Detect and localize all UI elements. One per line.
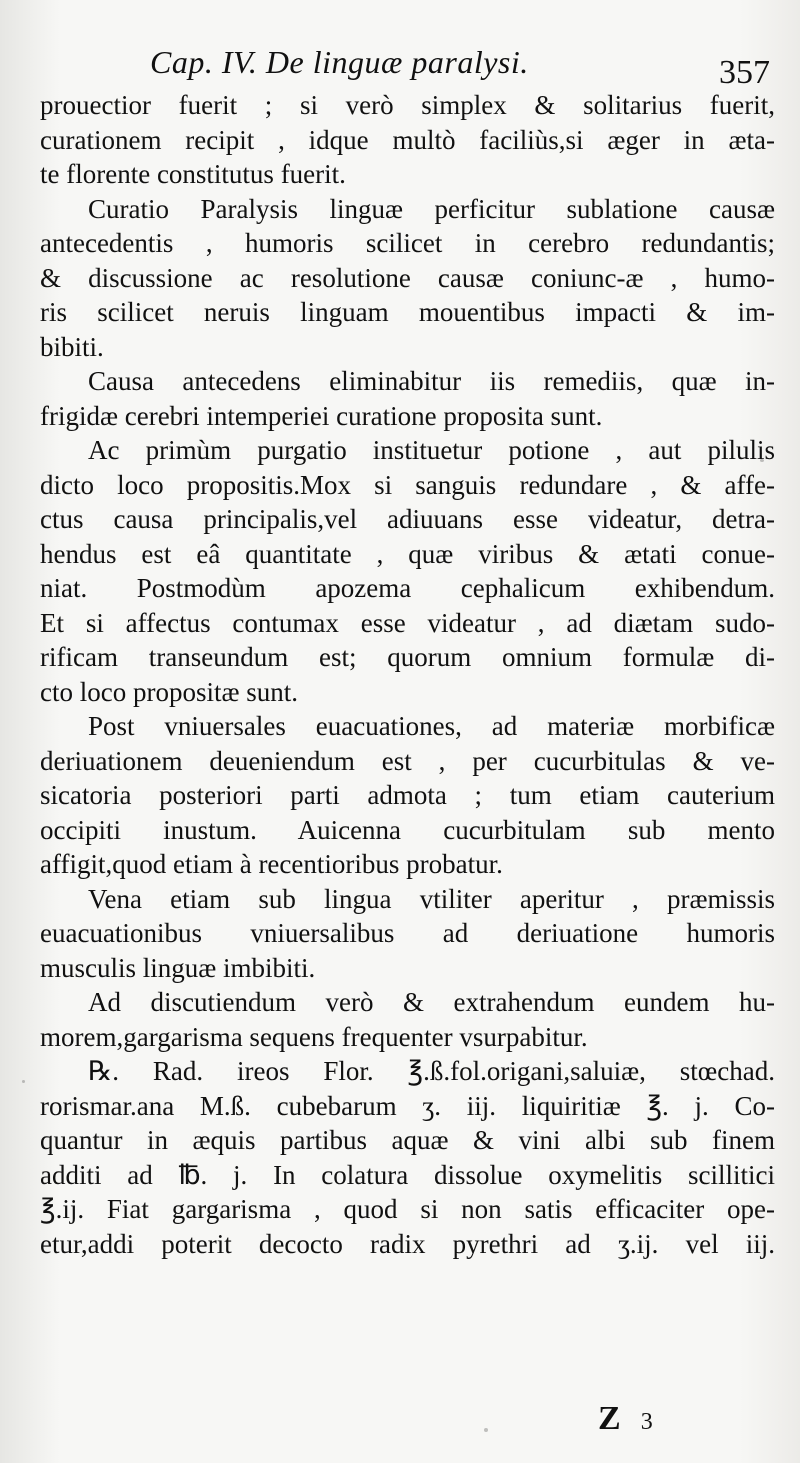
page-footer: [598, 1400, 653, 1438]
ink-speck: [484, 1428, 488, 1432]
text-line: ctus causa principalis,vel adiuuans esse videatur, detra-: [40, 504, 775, 534]
text-line: musculis linguæ imbibiti.: [40, 952, 316, 983]
ink-speck: [22, 1080, 25, 1083]
text-line: bibiti.: [40, 331, 104, 362]
text-line: morem,gargarisma sequens frequenter vsurpabitur.: [40, 1021, 588, 1052]
paragraph-7: [40, 985, 775, 1054]
recipe-paragraph: [40, 1054, 775, 1261]
text-line: additi ad ℔. j. In colatura dissolue oxymelitis scillitici: [40, 1159, 775, 1190]
text-line: affigit,quod etiam à recentioribus probatur.: [40, 849, 503, 879]
running-head: Cap. IV. De linguæ paralysi.: [150, 44, 529, 80]
text-line: cto loco propositæ sunt.: [40, 676, 298, 707]
main-text: [40, 88, 775, 1261]
page-number: 357: [719, 54, 770, 91]
text-line: ℞. Rad. ireos Flor. ℥.ß.fol.origani,saluiæ, stœchad.: [88, 1056, 775, 1086]
paragraph-1: [40, 88, 775, 192]
text-line: rorismar.ana M.ß. cubebarum ʒ. iij. liquiritiæ ℥. j. Co-: [40, 1090, 775, 1121]
text-line: Et si affectus contumax esse videatur , ad diætam sudo-: [40, 607, 775, 638]
text-line: ris scilicet neruis linguam mouentibus impacti & im-: [40, 297, 775, 327]
text-line: deriuationem deueniendum est , per cucurbitulas & ve-: [40, 745, 775, 776]
text-line: curationem recipit , idque multò faciliùs,si æger in æta-: [40, 124, 775, 155]
text-line: ℥.ij. Fiat gargarisma , quod si non satis efficaciter ope-: [40, 1194, 775, 1224]
text-line: frigidæ cerebri intemperiei curatione proposita sunt.: [40, 400, 603, 431]
text-line: prouectior fuerit ; si verò simplex & solitarius fuerit,: [40, 90, 775, 120]
text-line: & discussione ac resolutione causæ coniunc-æ , humo-: [40, 262, 775, 293]
text-line: dicto loco propositis.Mox si sanguis redundare , & affe-: [40, 469, 775, 500]
text-line: hendus est eâ quantitate , quæ viribus & ætati conue-: [40, 538, 775, 569]
text-line: Curatio Paralysis linguæ perficitur sublatione causæ: [88, 193, 775, 224]
text-line: niat. Postmodùm apozema cephalicum exhibendum.: [40, 573, 775, 603]
text-line: Ad discutiendum verò & extrahendum eundem hu-: [88, 987, 775, 1017]
text-line: Ac primùm purgatio instituetur potione , aut pilulis: [88, 435, 775, 465]
paragraph-6: [40, 882, 775, 986]
text-line: sicatoria posteriori parti admota ; tum etiam cauterium: [40, 780, 775, 810]
signature-mark: Z: [598, 1400, 621, 1437]
paragraph-4: [40, 433, 775, 709]
signature-number: 3: [640, 1409, 653, 1435]
text-line: etur,addi poterit decocto radix pyrethri ad ʒ.ij. vel iij.: [40, 1228, 775, 1259]
text-line: te florente constitutus fuerit.: [40, 159, 346, 189]
text-line: quantur in æquis partibus aquæ & vini albi sub finem: [40, 1125, 775, 1155]
text-line: Post vniuersales euacuationes, ad materiæ morbificæ: [88, 711, 775, 741]
paragraph-2: [40, 192, 775, 365]
text-line: occipiti inustum. Auicenna cucurbitulam sub mento: [40, 814, 775, 845]
paragraph-3: [40, 364, 775, 433]
ink-speck: [760, 459, 764, 462]
text-line: rificam transeundum est; quorum omnium formulæ di-: [40, 642, 775, 672]
text-line: Vena etiam sub lingua vtiliter aperitur , præmissis: [88, 883, 775, 914]
text-line: Causa antecedens eliminabitur iis remediis, quæ in-: [88, 366, 775, 396]
text-line: antecedentis , humoris scilicet in cerebro redundantis;: [40, 228, 775, 258]
paragraph-5: [40, 709, 775, 882]
text-line: euacuationibus vniuersalibus ad deriuatione humoris: [40, 918, 775, 948]
